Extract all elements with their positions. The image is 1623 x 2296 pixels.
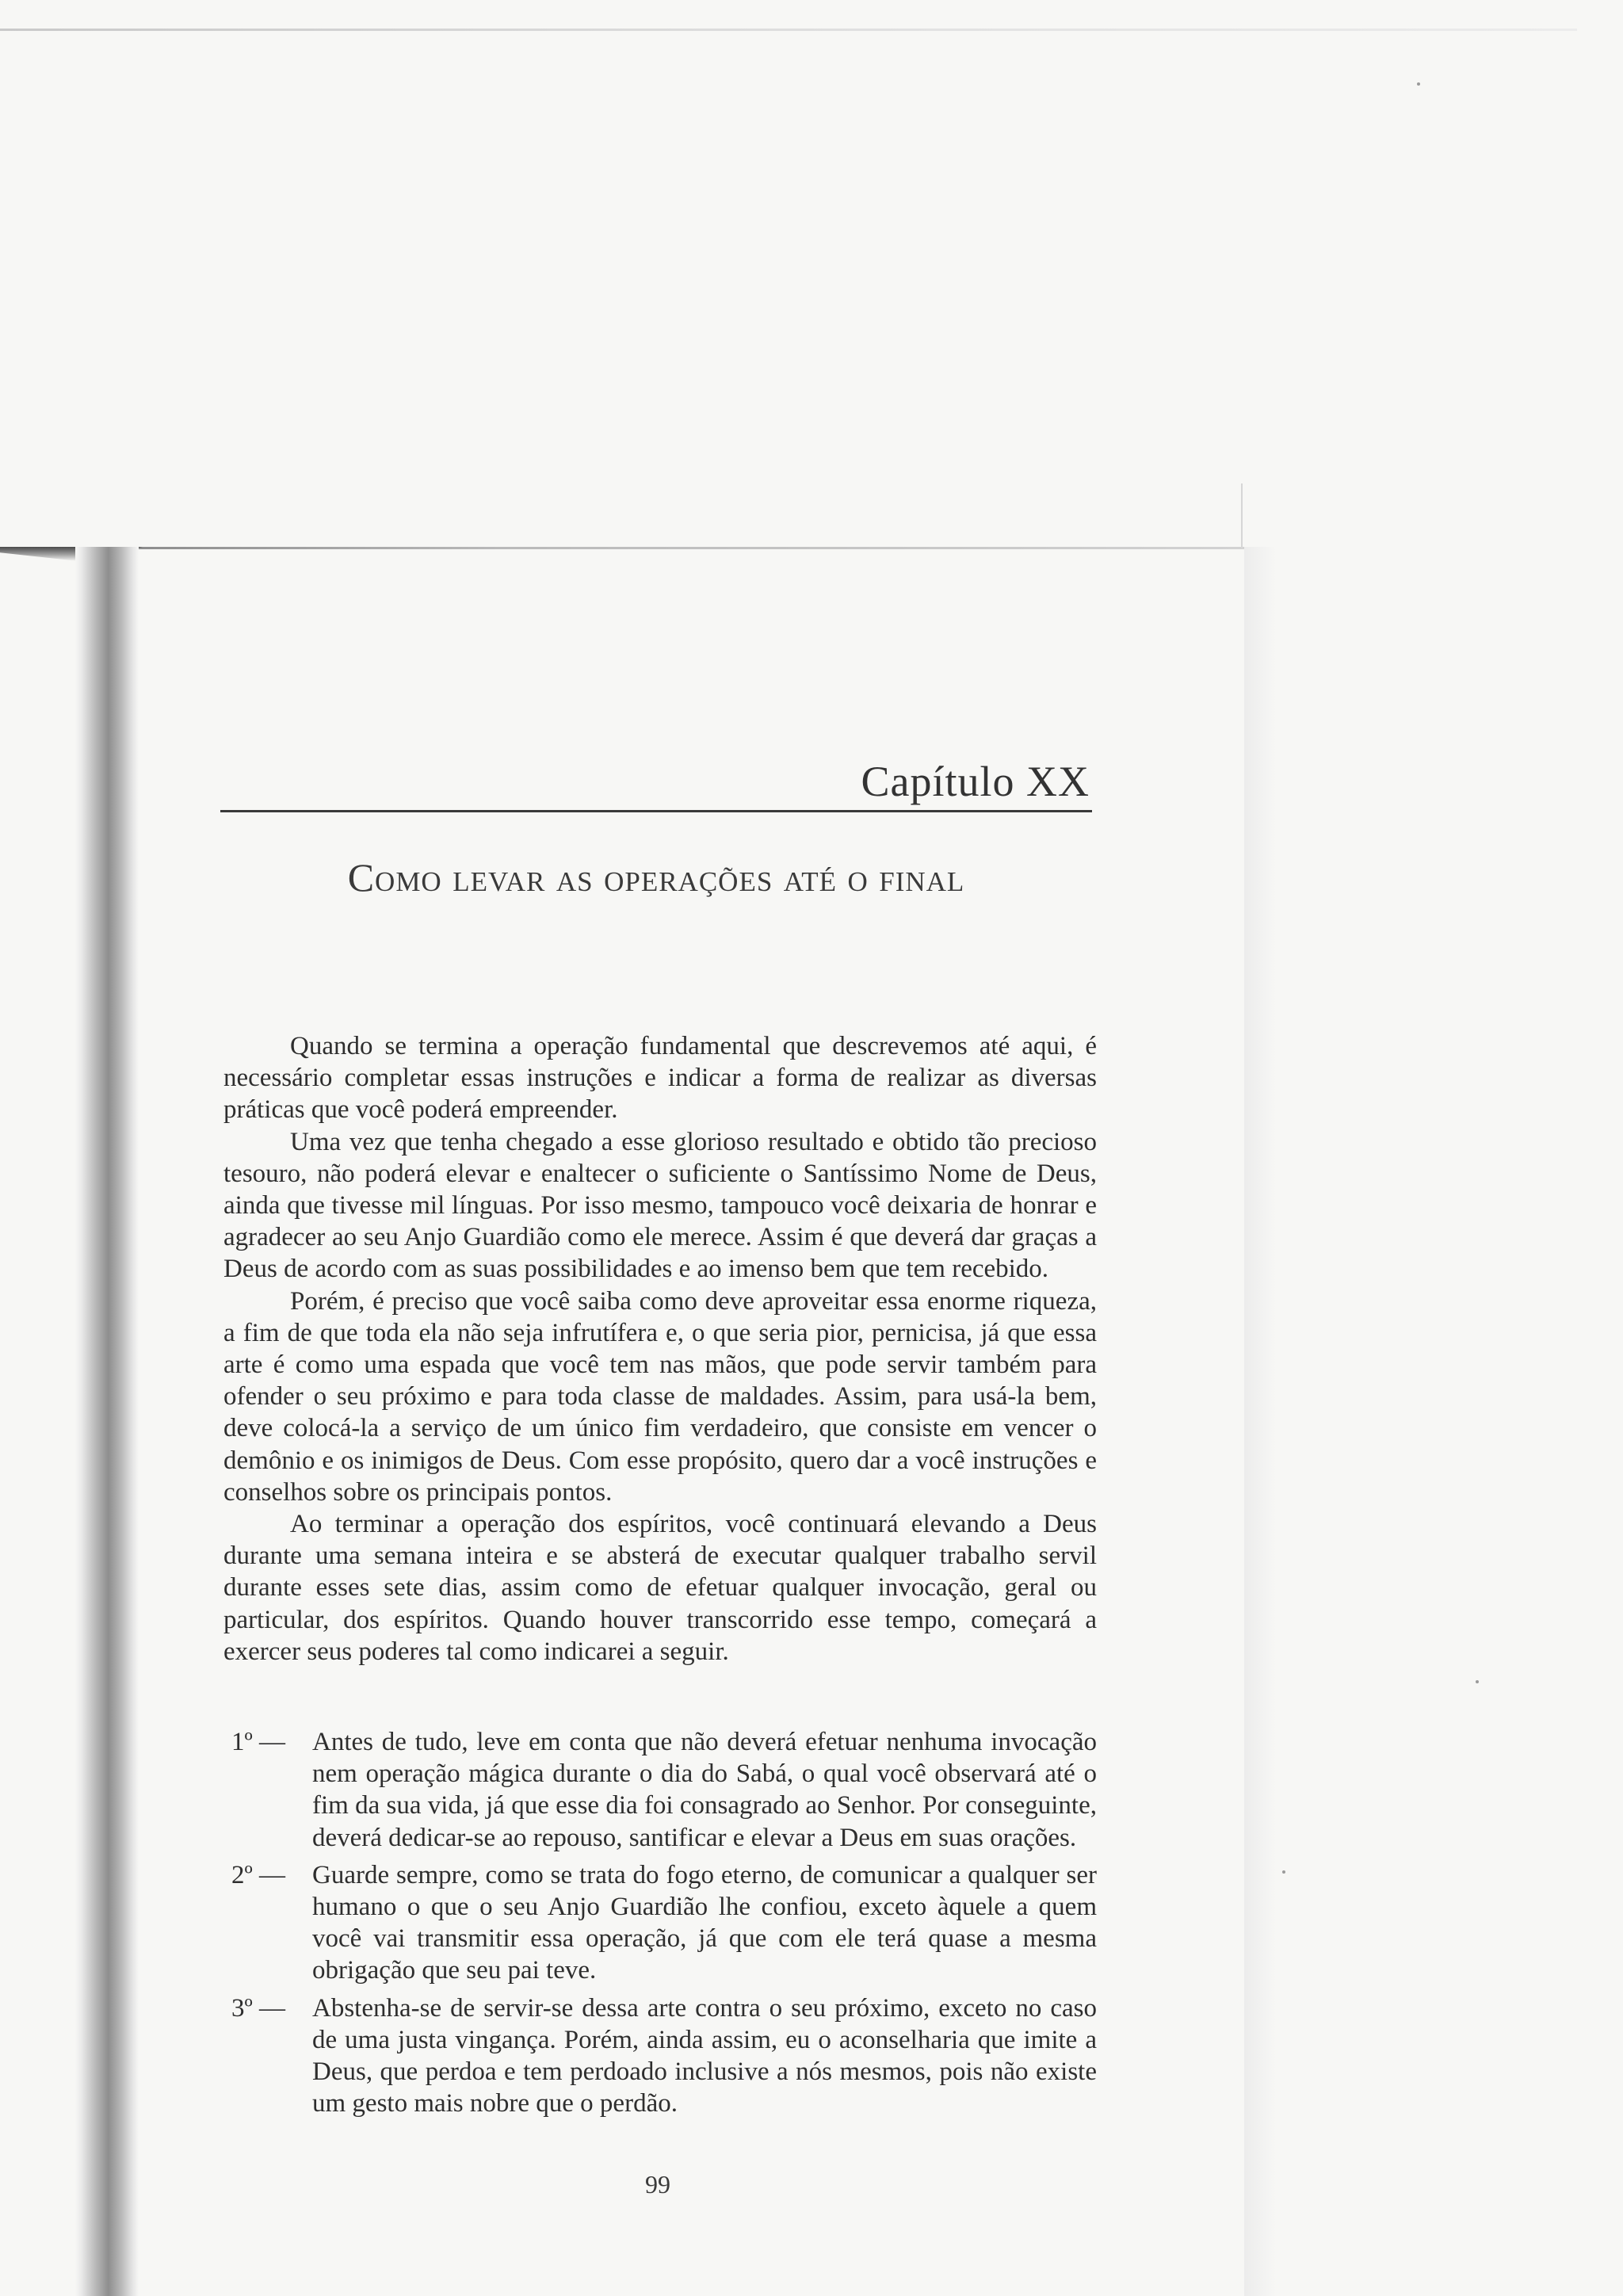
list-item-text: Antes de tudo, leve em conta que não deverá efetuar nenhuma invocação nem operação mágica durante o dia do Sabá, o qual você observará até o fim da sua vida, já que esse dia foi consagrado ao Senhor. Por conseguinte, deverá dedicar-se ao repouso, santificar e elevar a Deus em suas orações.: [312, 1728, 1097, 1852]
scan-speck: [1476, 1680, 1479, 1683]
paragraph: Quando se termina a operação fundamental que descrevemos até aqui, é necessário completar essas instruções e indicar a forma de realizar as diversas práticas que você poderá empreender.: [223, 1032, 1097, 1125]
body-text: [223, 1030, 1097, 1668]
list-item: [223, 1859, 1097, 1987]
scan-top-edge: [0, 29, 1577, 31]
list-item-number: 3º —: [231, 1993, 285, 2023]
page-number: 99: [645, 2170, 670, 2199]
page-corner-edge: [1241, 483, 1243, 548]
page-top-edge: [0, 547, 1244, 549]
list-item: [223, 1726, 1097, 1854]
binding-shadow: [75, 547, 139, 2296]
list-item-number: 1º —: [231, 1728, 285, 1756]
list-item: [223, 1992, 1097, 2120]
numbered-list: [223, 1726, 1097, 2125]
chapter-rule: [220, 810, 1092, 812]
chapter-title: Como levar as operações até o final: [347, 855, 965, 900]
scan-speck: [1282, 1870, 1285, 1874]
paragraph: Ao terminar a operação dos espíritos, você continuará elevando a Deus durante uma semana inteira e se absterá de executar qualquer trabalho servil durante esses sete dias, assim como de efetuar qualquer invocação, geral ou particular, dos espíritos. Quando houver transcorrido esse tempo, começará a exercer seus poderes tal como indicarei a seguir.: [223, 1510, 1097, 1666]
list-item-text: Guarde sempre, como se trata do fogo eterno, de comunicar a qualquer ser humano o que o seu Anjo Guardião lhe confiou, exceto àquele a quem você vai transmitir essa operação, já que com ele terá quase a mesma obrigação que seu pai teve.: [312, 1860, 1097, 1985]
list-item-text: Abstenha-se de servir-se dessa arte contra o seu próximo, exceto no caso de uma justa vingança. Porém, ainda assim, eu o aconselharia que imite a Deus, que perdoa e tem perdoado inclusive a nós mesmos, pois não existe um gesto mais nobre que o perdão.: [312, 1993, 1097, 2118]
list-item-number: 2º —: [231, 1860, 285, 1889]
paragraph: Uma vez que tenha chegado a esse glorioso resultado e obtido tão precioso tesouro, não poderá elevar e enaltecer o suficiente o Santíssimo Nome de Deus, ainda que tivesse mil línguas. Por isso mesmo, tampouco você deixaria de honrar e agradecer ao seu Anjo Guardião como ele merece. Assim é que deverá dar graças a Deus de acordo com as suas possibilidades e ao imenso bem que tem recebido.: [223, 1127, 1097, 1284]
paragraph: Porém, é preciso que você saiba como deve aproveitar essa enorme riqueza, a fim de que toda ela não seja infrutífera e, o que seria pior, pernicisa, já que essa arte é como uma espada que você tem nas mãos, que pode servir também para ofender o seu próximo e para toda classe de maldades. Assim, para usá-la bem, deve colocá-la a serviço de um único fim verdadeiro, que consiste em vencer o demônio e os inimigos de Deus. Com esse propósito, quero dar a você instruções e conselhos sobre os principais pontos.: [223, 1286, 1097, 1507]
chapter-label: Capítulo XX: [861, 758, 1090, 805]
page-right-shadow: [1244, 547, 1276, 2296]
scan-speck: [1417, 82, 1420, 86]
